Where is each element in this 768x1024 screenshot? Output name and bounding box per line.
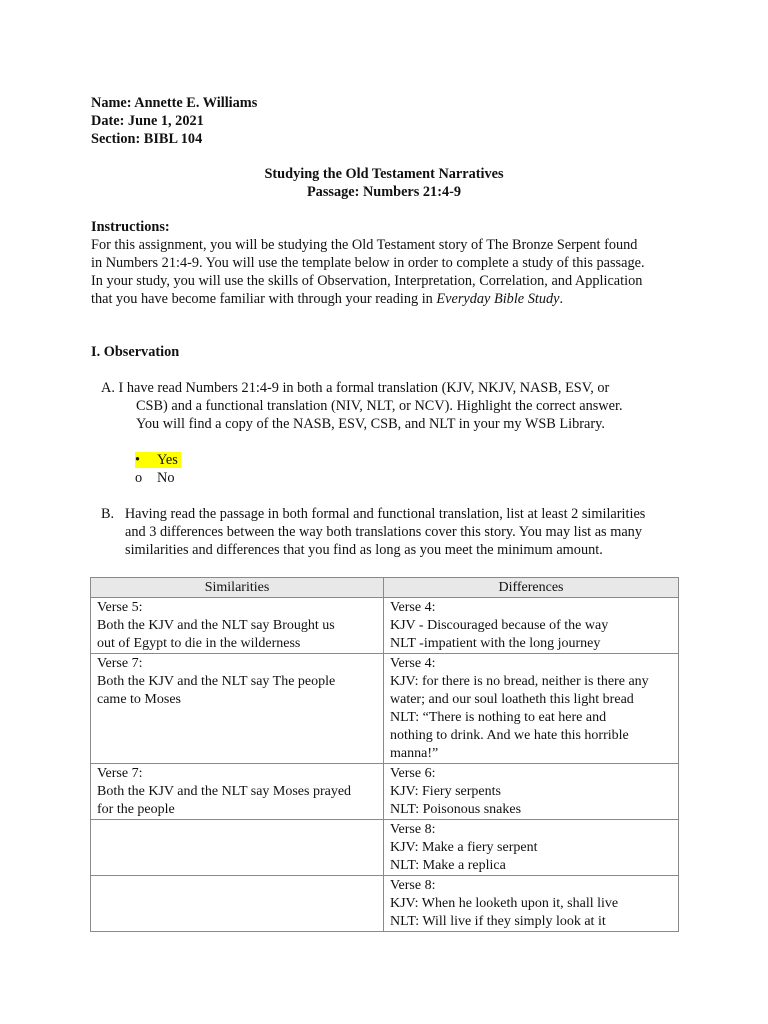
instructions-period: . [559,291,564,307]
table-row [91,820,679,876]
question-a-text: I have read Numbers 21:4-9 in both a formal translation (KJV, NKJV, NASB, ESV, or [118,380,610,396]
book-title: Everyday Bible Study [436,291,560,307]
question-b-line: and 3 differences between the way both translations cover this story. You may list as many [125,524,642,540]
differences-header: Differences [384,578,679,598]
cell-line: manna!” [390,746,439,761]
question-a-label: A. [101,380,115,396]
cell-line: Verse 8: [390,878,436,893]
cell-line: KJV: Make a fiery serpent [390,840,538,855]
difference-cell[interactable] [384,820,679,876]
cell-line: water; and our soul loatheth this light bread [390,692,634,707]
question-b-label: B. [101,506,115,522]
answer-option-label: Yes [157,452,178,468]
answer-options [135,451,181,487]
answer-option-no[interactable] [135,469,181,487]
cell-line: KJV: for there is no bread, neither is there any [390,674,649,689]
assignment-date: Date: June 1, 2021 [91,113,204,129]
similarity-cell[interactable] [91,820,384,876]
difference-cell[interactable] [384,598,679,654]
similarity-cell[interactable] [91,598,384,654]
cell-line: Verse 7: [97,656,143,671]
cell-line: Verse 6: [390,766,436,781]
difference-cell[interactable] [384,876,679,932]
answer-option-yes[interactable] [135,451,181,469]
similarity-cell[interactable] [91,876,384,932]
question-a [101,379,623,433]
question-a-line [101,379,623,397]
question-a-line: You will find a copy of the NASB, ESV, CSB, and NLT in your my WSB Library. [136,416,605,432]
document-title: Studying the Old Testament Narratives [264,166,504,182]
cell-line: Both the KJV and the NLT say Brought us [97,618,335,633]
question-a-line: CSB) and a functional translation (NIV, NLT, or NCV). Highlight the correct answer. [136,398,623,414]
document-title-block [0,165,768,201]
similarity-cell[interactable] [91,764,384,820]
cell-line: NLT: Poisonous snakes [390,802,522,817]
highlighted-answer [135,452,181,468]
answer-option-label: No [157,470,175,486]
cell-line: Verse 5: [97,600,143,615]
table-row [91,876,679,932]
instructions-line: In your study, you will use the skills of Observation, Interpretation, Correlation, and Application [91,273,643,289]
cell-line: nothing to drink. And we hate this horrible [390,728,629,743]
instructions-line [91,290,681,308]
cell-line: Verse 7: [97,766,143,781]
cell-line: NLT -impatient with the long journey [390,636,601,651]
observation-heading: I. Observation [91,344,180,360]
table-row [91,598,679,654]
table-header-row [91,578,679,598]
cell-line: Verse 4: [390,600,436,615]
difference-cell[interactable] [384,764,679,820]
student-header [91,94,257,148]
cell-line: out of Egypt to die in the wilderness [97,636,301,651]
student-name: Name: Annette E. Williams [91,95,258,111]
similarities-header: Similarities [91,578,384,598]
instructions-line-text: that you have become familiar with through your reading in [91,291,437,307]
bullet-marker: • [135,452,141,468]
cell-line: NLT: Will live if they simply look at it [390,914,606,929]
cell-line: KJV: When he looketh upon it, shall live [390,896,619,911]
circle-marker: o [135,470,143,486]
cell-line: Both the KJV and the NLT say The people [97,674,336,689]
cell-line: KJV - Discouraged because of the way [390,618,609,633]
instructions-text [91,236,681,308]
cell-line: Both the KJV and the NLT say Moses prayed [97,784,352,799]
instructions-line: For this assignment, you will be studying the Old Testament story of The Bronze Serpent found [91,237,638,253]
course-section: Section: BIBL 104 [91,131,203,147]
question-b-line: similarities and differences that you find as long as you meet the minimum amount. [125,542,603,558]
question-b-line [101,505,645,523]
cell-line: NLT: “There is nothing to eat here and [390,710,607,725]
cell-line: Verse 8: [390,822,436,837]
instructions-line: in Numbers 21:4-9. You will use the template below in order to complete a study of this passage. [91,255,645,271]
cell-line: Verse 4: [390,656,436,671]
difference-cell[interactable] [384,654,679,764]
table-row [91,654,679,764]
question-b [101,505,645,559]
instructions-heading: Instructions: [91,219,170,235]
table-row [91,764,679,820]
comparison-table [90,577,679,932]
cell-line: for the people [97,802,175,817]
similarity-cell[interactable] [91,654,384,764]
comparison-table-body [91,598,679,932]
cell-line: came to Moses [97,692,181,707]
cell-line: KJV: Fiery serpents [390,784,501,799]
cell-line: NLT: Make a replica [390,858,506,873]
question-b-text: Having read the passage in both formal and functional translation, list at least 2 similarities [124,506,646,522]
passage-reference: Passage: Numbers 21:4-9 [306,184,462,200]
